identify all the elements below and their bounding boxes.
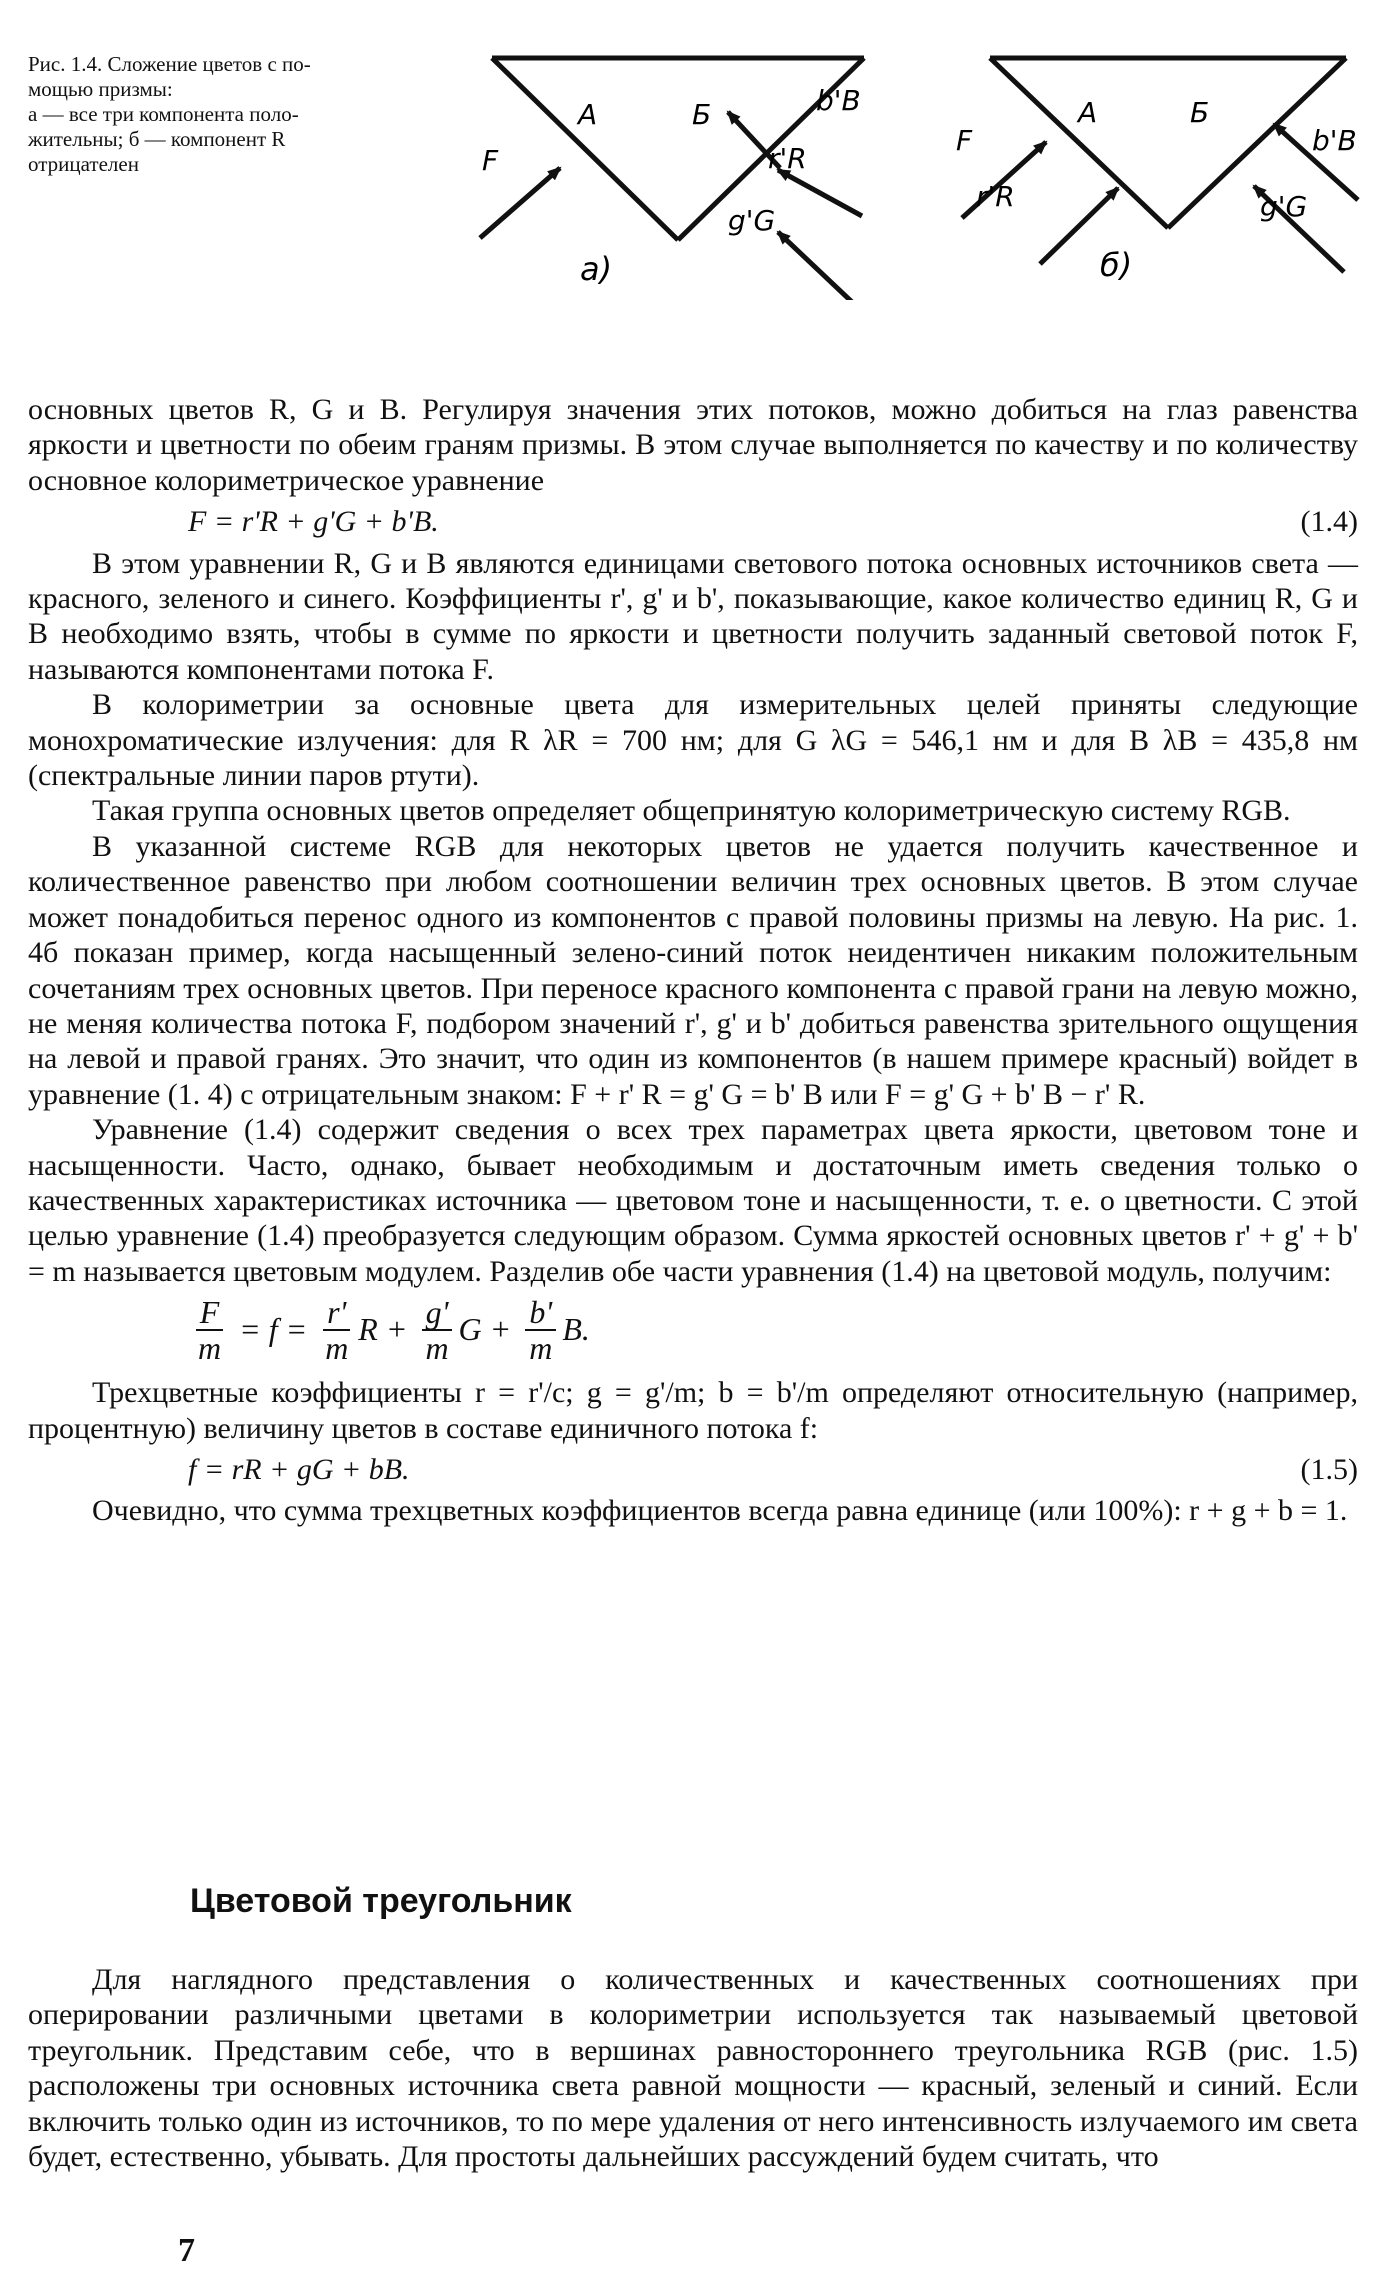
- section-body: [28, 1962, 1358, 2174]
- flux-f-label: F: [956, 124, 973, 157]
- g-component-label: g'G: [1260, 190, 1308, 223]
- paragraph: В колориметрии за основные цвета для измерительных целей приняты следующие монохроматические излучения: для R λR = 700 нм; для G λG = 546,1 нм и для B λB = 435,8 нм (спектральные линии паров ртути).: [28, 688, 1358, 793]
- face-a-label: А: [1078, 96, 1098, 129]
- normalized-equation: $\frac{F}{m}$ = f = $\frac{r'}{m}$ R + $\frac{g'}{m}$ G + $\frac{b'}{m}$ B.: [188, 1295, 1358, 1365]
- paragraph: Трехцветные коэффициенты r = r'/c; g = g'/m; b = b'/m определяют относительную (например, процентную) величину цветов в составе единичного потока f:: [28, 1376, 1358, 1445]
- caption-line: Рис. 1.4. Сложение цветов с по-: [28, 52, 311, 76]
- prism-left-face: [990, 58, 1168, 228]
- numerator: g': [422, 1295, 453, 1331]
- face-a-label: А: [578, 98, 598, 131]
- g-component-label: g'G: [728, 204, 776, 237]
- equation-number: (1.5): [1300, 1452, 1358, 1486]
- denominator: m: [325, 1330, 349, 1367]
- symbol: G: [458, 1311, 482, 1348]
- flux-f-label: F: [482, 144, 499, 177]
- prism-left-face: [492, 58, 678, 240]
- caption-line: а — все три компонента поло-: [28, 102, 299, 126]
- r-component-label: r'R: [768, 142, 807, 175]
- numerator: b': [525, 1295, 556, 1331]
- prism-diagram-b: [940, 40, 1380, 300]
- flux-symbol: f: [268, 1311, 278, 1348]
- denominator: m: [425, 1330, 449, 1367]
- paragraph: Такая группа основных цветов определяет общепринятую колориметрическую систему RGB.: [92, 794, 1291, 828]
- flux-g-arrow: [778, 232, 852, 300]
- equation-formula: F = r'R + g'G + b'B.: [188, 505, 439, 539]
- symbol: B.: [562, 1311, 590, 1348]
- equation-number: (1.4): [1300, 505, 1358, 539]
- paragraph: В указанной системе RGB для некоторых цветов не удается получить качественное и количественное равенство при любом соотношении величин трех основных цветов. В этом случае может понадобиться перенос одного из компонентов с правой половины призмы на левую. На рис. 1. 4б показан пример, когда насыщенный зелено-синий поток неидентичен никаким положительным сочетаниям трех основных цветов. При переносе красного компонента с правой грани на левую можно, не меняя количества потока F, подбором значений r', g' и b' добиться равенства зрительного ощущения на левой и правой гранях. Это значит, что один из компонентов (в нашем примере красный) войдет в уравнение (1. 4) с отрицательным знаком: F + r' R = g' G = b' B или F = g' G + b' B − r' R.: [28, 829, 1358, 1111]
- paragraph: Очевидно, что сумма трехцветных коэффициентов всегда равна единице (или 100%): r + g + b = 1.: [92, 1494, 1348, 1528]
- equation-formula: f = rR + gG + bB.: [188, 1452, 410, 1486]
- flux-r-arrow: [778, 170, 862, 216]
- fraction: [421, 1295, 452, 1365]
- figure-caption: [28, 52, 458, 177]
- equation-1-4: [28, 504, 1358, 539]
- face-b-label: Б: [692, 98, 712, 131]
- caption-line: отрицателен: [28, 152, 139, 176]
- prism-outline: [490, 58, 865, 220]
- body-text: [28, 392, 1358, 1529]
- face-b-label: Б: [1190, 96, 1210, 129]
- numerator: r': [323, 1295, 350, 1331]
- b-component-label: b'B: [816, 84, 861, 117]
- denominator: m: [198, 1330, 222, 1367]
- page-number: 7: [178, 2232, 195, 2269]
- fraction: [194, 1295, 225, 1365]
- fraction: [525, 1295, 556, 1365]
- paragraph: Для наглядного представления о количественных и качественных соотношениях при оперировании различными цветами в колориметрии используется так называемый цветовой треугольник. Представим себе, что в вершинах равностороннего треугольника RGB (рис. 1.5) расположены три основных источника света равной мощности — красный, зеленый и синий. Если включить только один из источников, то по мере удаления от него интенсивность излучаемого им света будет, естественно, убывать. Для простоты дальнейших рассуждений будем считать, что: [28, 1963, 1358, 2174]
- panel-b-label: б): [1100, 246, 1133, 284]
- b-component-label: b'B: [1312, 124, 1357, 157]
- caption-line: жительны; б — компонент R: [28, 127, 286, 151]
- symbol: R: [358, 1311, 378, 1348]
- paragraph: Уравнение (1.4) содержит сведения о всех трех параметрах цвета яркости, цветовом тоне и насыщенности. Часто, однако, бывает необходимым и достаточным иметь сведения только о качественных характеристиках источника — цветовом тоне и насыщенности, т. е. о цветности. С этой целью уравнение (1.4) преобразуется следующим образом. Сумма яркостей основных цветов r' + g' + b' = m называется цветовым модулем. Разделив обе части уравнения (1.4) на цветовой модуль, получим:: [28, 1113, 1358, 1288]
- prism-diagram-a: [460, 40, 900, 300]
- numerator: F: [196, 1295, 224, 1331]
- paragraph: основных цветов R, G и B. Регулируя значения этих потоков, можно добиться на глаз равенства яркости и цветности по обеим граням призмы. В этом случае выполняется по качеству и по количеству основное колориметрическое уравнение: [28, 393, 1358, 497]
- paragraph: В этом уравнении R, G и B являются единицами светового потока основных источников света — красного, зеленого и синего. Коэффициенты r', g' и b', показывающие, какое количество единиц R, G и B необходимо взять, чтобы в сумме по яркости и цветности получить заданный световой поток F, называются компонентами потока F.: [28, 546, 1358, 686]
- equation-1-5: [28, 1452, 1358, 1487]
- caption-line: мощью призмы:: [28, 77, 173, 101]
- section-heading: Цветовой треугольник: [190, 1882, 572, 1920]
- flux-f-arrow: [480, 168, 560, 238]
- panel-a-label: а): [580, 250, 613, 288]
- r-component-label: r'R: [976, 180, 1015, 213]
- fraction: [321, 1295, 352, 1365]
- denominator: m: [529, 1330, 553, 1367]
